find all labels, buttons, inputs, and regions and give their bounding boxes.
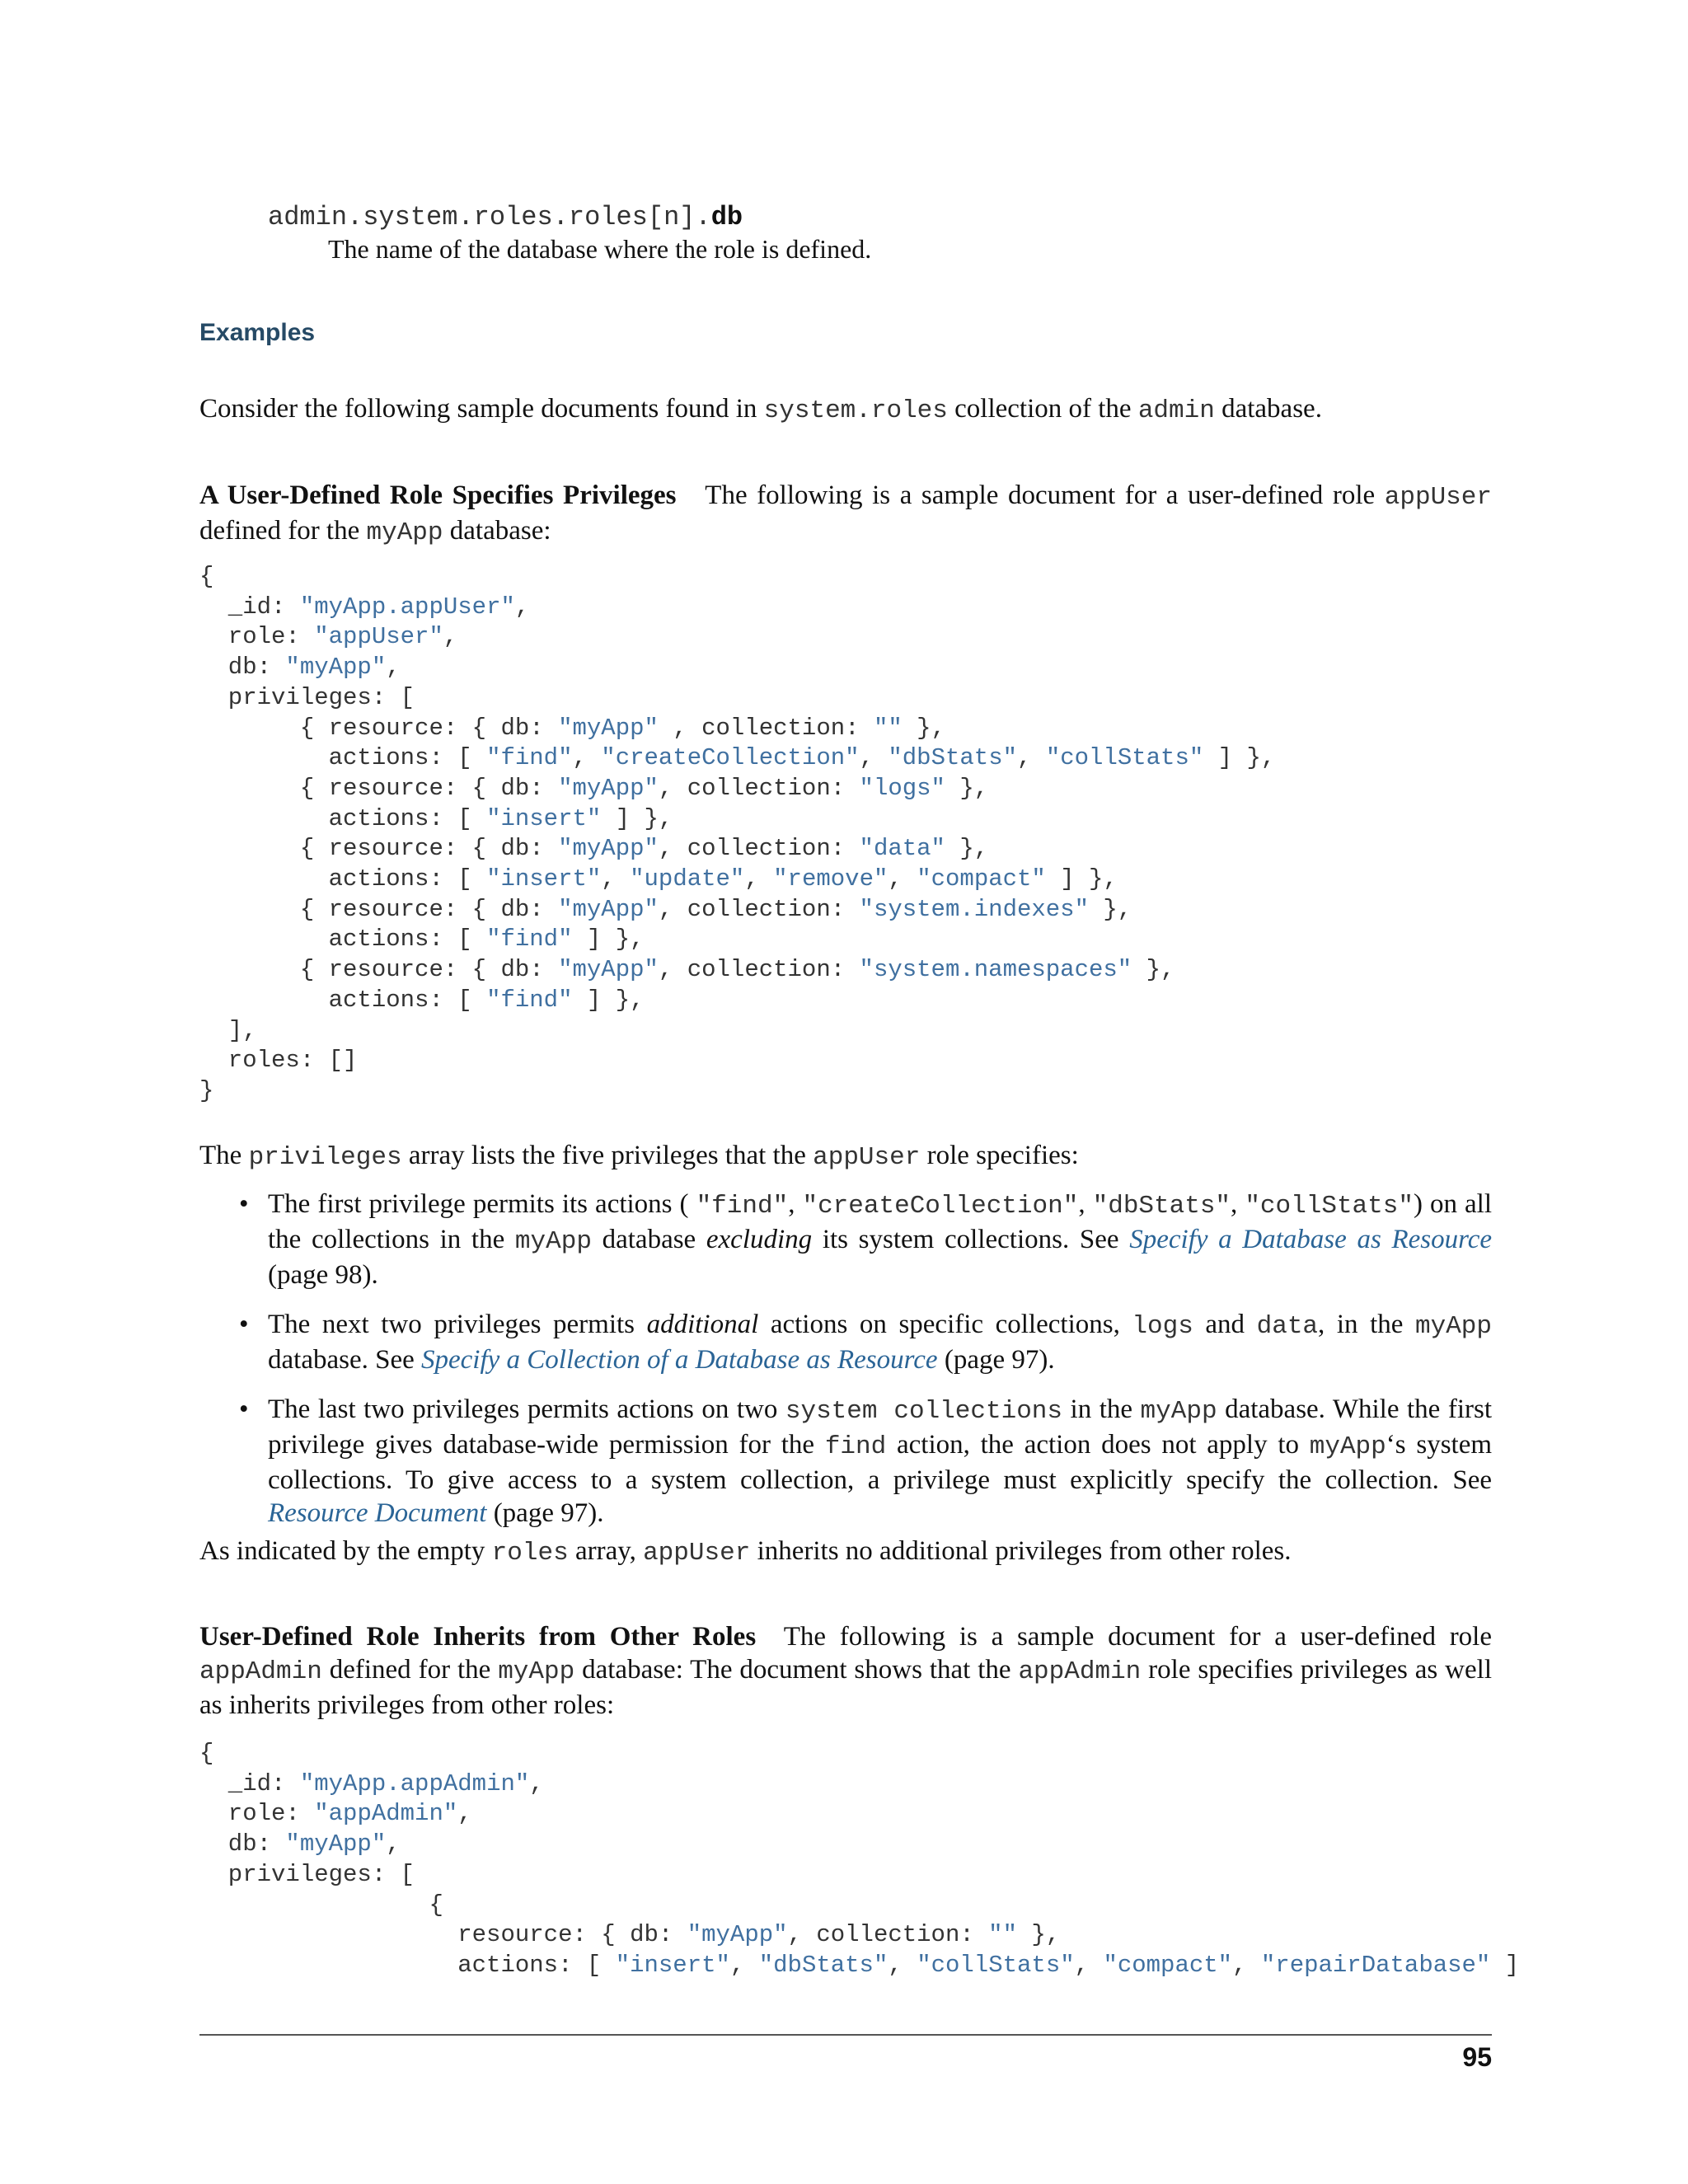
list-item-text: action, the action does not apply to — [886, 1430, 1310, 1460]
inline-code: data — [1256, 1312, 1319, 1341]
privileges-intro-paragraph — [199, 1139, 1492, 1174]
emphasis-text: excluding — [706, 1225, 813, 1254]
code-string: "dbStats" — [758, 1951, 889, 1979]
section2-title: User-Defined Role Inherits from Other Roles — [199, 1622, 757, 1652]
code-token: ] }, — [572, 926, 645, 954]
inline-code: myApp — [1414, 1312, 1492, 1341]
paragraph-text: inherits no additional privileges from other roles. — [750, 1536, 1292, 1566]
code-line — [199, 744, 1275, 771]
inline-code: privileges — [248, 1143, 402, 1172]
intro-text: Consider the following sample documents found in — [199, 394, 764, 424]
code-token: , — [729, 1951, 759, 1979]
code-string: "myApp" — [285, 654, 387, 682]
code-token: , — [443, 623, 458, 651]
code-string: "myApp" — [558, 956, 659, 984]
code-line — [199, 1952, 1519, 1979]
code-token: }, — [1132, 956, 1175, 984]
list-item — [239, 1188, 1492, 1291]
code-token: db: — [199, 654, 286, 682]
code-token: , — [1074, 1951, 1104, 1979]
section1-text: defined for the — [199, 516, 367, 546]
code-token: { resource: { db: — [199, 714, 559, 742]
code-token: resource: { db: — [199, 1921, 687, 1949]
code-token: , — [601, 865, 631, 893]
list-item-text: The next two privileges permits — [268, 1310, 647, 1339]
list-item-text: , — [1078, 1189, 1093, 1219]
code-string: "repairDatabase" — [1260, 1951, 1491, 1979]
inline-code: "collStats" — [1245, 1192, 1414, 1221]
code-line — [199, 1800, 472, 1827]
code-token: privileges: [ — [199, 1860, 415, 1888]
code-line — [199, 865, 1118, 893]
code-token: , collection: — [658, 895, 860, 923]
code-string: "myApp" — [558, 895, 659, 923]
section2-text: role specifies privileges as well as inherits privileges from other roles: — [199, 1655, 1492, 1720]
code-token: , — [1017, 744, 1046, 772]
field-definition-term — [268, 202, 743, 232]
bullet-icon: • — [239, 1189, 249, 1219]
code-token: }, — [945, 835, 989, 863]
list-item-text: , in the — [1318, 1310, 1415, 1339]
inline-code: myApp — [514, 1227, 592, 1256]
list-item-text: ) on all the collections in the — [268, 1189, 1492, 1254]
code-string: "myApp.appUser" — [299, 593, 515, 621]
code-token: { resource: { db: — [199, 835, 559, 863]
code-token: roles: [] — [199, 1047, 358, 1075]
code-token: ] }, — [572, 986, 645, 1014]
code-line — [199, 1861, 415, 1888]
section1-text: database: — [443, 516, 551, 546]
code-line — [199, 956, 1175, 983]
inline-code: myApp — [1140, 1397, 1217, 1426]
bullet-icon: • — [239, 1310, 249, 1339]
code-string: "collStats" — [1045, 744, 1204, 772]
section1-paragraph — [199, 479, 1492, 550]
code-token: , collection: — [658, 956, 860, 984]
code-token: actions: [ — [199, 804, 487, 832]
code-token: , — [386, 654, 401, 682]
code-token: ] — [1490, 1951, 1520, 1979]
inline-code: myApp — [366, 518, 443, 547]
code-token: ] }, — [1203, 744, 1276, 772]
code-line — [199, 684, 415, 711]
inline-code: appUser — [1384, 483, 1492, 512]
code-token: { — [199, 1891, 443, 1919]
code-token: actions: [ — [199, 926, 487, 954]
section1-text: The following is a sample document for a user-defined role — [705, 480, 1385, 510]
list-item — [239, 1308, 1492, 1376]
section2-text: defined for the — [321, 1655, 499, 1685]
code-line — [199, 926, 645, 953]
code-string: "myApp.appAdmin" — [299, 1769, 530, 1797]
code-token: }, — [1089, 895, 1132, 923]
code-string: "appUser" — [314, 623, 443, 651]
list-item-text: , — [788, 1189, 803, 1219]
code-token: ] }, — [601, 804, 673, 832]
inline-code: system.roles — [763, 396, 948, 425]
code-string: "collStats" — [917, 1951, 1075, 1979]
list-item-text: (page 98). — [268, 1260, 378, 1290]
code-string: "update" — [630, 865, 745, 893]
inline-code: "dbStats" — [1092, 1192, 1231, 1221]
paragraph-text: The — [199, 1141, 249, 1170]
code-token: actions: [ — [199, 744, 487, 772]
field-definition-description: The name of the database where the role is defined. — [328, 234, 872, 264]
code-string: "find" — [486, 986, 573, 1014]
inline-code: logs — [1132, 1312, 1193, 1341]
page-number: 95 — [1462, 2042, 1492, 2072]
emphasis-text: additional — [646, 1310, 759, 1339]
cross-reference-link[interactable]: Resource Document — [268, 1498, 487, 1528]
code-string: "myApp" — [558, 835, 659, 863]
code-string: "insert" — [486, 865, 602, 893]
code-line — [199, 805, 673, 832]
list-item-text: its system collections. See — [812, 1225, 1130, 1254]
section2-text: database: The document shows that the — [574, 1655, 1019, 1685]
intro-text: database. — [1214, 394, 1322, 424]
code-line — [199, 987, 645, 1014]
list-item-text: database — [591, 1225, 706, 1254]
code-token: }, — [902, 714, 945, 742]
code-string: "logs" — [859, 774, 945, 802]
code-token: , collection: — [787, 1921, 989, 1949]
field-name: db — [710, 202, 743, 232]
code-string: "find" — [486, 744, 573, 772]
code-string: "system.namespaces" — [859, 956, 1132, 984]
inline-code: roles — [491, 1539, 569, 1568]
code-line — [199, 775, 988, 802]
code-block-app-user — [199, 562, 1275, 1107]
code-string: "myApp" — [285, 1830, 387, 1858]
code-string: "myApp" — [558, 714, 659, 742]
inline-code: find — [824, 1432, 887, 1461]
list-item-text: database. While the first privilege gives database-wide permission for the — [268, 1394, 1492, 1460]
list-item-text: (page 97). — [486, 1498, 604, 1528]
section1-title: A User-Defined Role Specifies Privileges — [199, 480, 677, 510]
inline-code: appAdmin — [1018, 1657, 1142, 1686]
code-line — [199, 1047, 357, 1074]
list-item-text: The first privilege permits its actions ( — [268, 1189, 696, 1219]
code-token: ], — [199, 1016, 257, 1044]
inline-code: myApp — [498, 1657, 575, 1686]
list-item-text: , — [1231, 1189, 1245, 1219]
code-token: { resource: { db: — [199, 956, 559, 984]
section2-paragraph — [199, 1620, 1492, 1722]
list-item-text: database. See — [268, 1345, 421, 1375]
code-string: "" — [988, 1921, 1017, 1949]
field-path: admin.system.roles.roles[n]. — [268, 202, 711, 232]
code-token: , — [1232, 1951, 1261, 1979]
footer-rule — [199, 2034, 1492, 2036]
code-string: "find" — [486, 926, 573, 954]
inline-code: appUser — [813, 1143, 921, 1172]
list-item-text: (page 97). — [937, 1345, 1055, 1375]
code-line — [199, 1770, 544, 1797]
code-line — [199, 835, 988, 862]
code-token: , — [386, 1830, 401, 1858]
paragraph-text: role specifies: — [920, 1141, 1079, 1170]
code-token: actions: [ — [199, 865, 487, 893]
code-line — [199, 1891, 443, 1919]
code-line — [199, 623, 457, 650]
roles-note-paragraph — [199, 1535, 1492, 1570]
privileges-bullet-list — [239, 1188, 1492, 1546]
code-string: "insert" — [486, 804, 602, 832]
list-item-text: in the — [1062, 1394, 1141, 1424]
code-string: "remove" — [773, 865, 889, 893]
code-string: "" — [873, 714, 903, 742]
code-string: "myApp" — [687, 1921, 788, 1949]
list-item-text: actions on specific collections, — [758, 1310, 1132, 1339]
code-token: , collection: — [658, 714, 874, 742]
code-line — [199, 1830, 401, 1858]
inline-code: "createCollection" — [802, 1192, 1079, 1221]
code-token: _id: — [199, 1769, 300, 1797]
inline-code: system collections — [785, 1397, 1062, 1426]
code-token: actions: [ — [199, 1951, 616, 1979]
code-token: , — [514, 593, 530, 621]
code-block-app-admin — [199, 1739, 1519, 1981]
inline-code: appUser — [643, 1539, 751, 1568]
code-token: }, — [945, 774, 989, 802]
code-string: "appAdmin" — [314, 1800, 458, 1828]
code-string: "insert" — [615, 1951, 730, 1979]
inline-code: "find" — [696, 1192, 789, 1221]
code-token: }, — [1016, 1921, 1061, 1949]
paragraph-text: array, — [568, 1536, 644, 1566]
code-line — [199, 1740, 213, 1767]
code-string: "createCollection" — [601, 744, 860, 772]
code-line — [199, 715, 945, 742]
cross-reference-link[interactable]: Specify a Database as Resource — [1129, 1225, 1493, 1254]
bullet-icon: • — [239, 1394, 249, 1424]
code-token: , — [572, 744, 602, 772]
paragraph-text: As indicated by the empty — [199, 1536, 492, 1566]
inline-code: appAdmin — [199, 1657, 322, 1686]
code-token: { — [199, 1740, 214, 1767]
code-token: db: — [199, 1830, 286, 1858]
code-line — [199, 654, 401, 681]
code-token: , — [859, 744, 889, 772]
code-string: "data" — [859, 835, 945, 863]
inline-code: myApp — [1309, 1432, 1386, 1461]
code-string: "myApp" — [558, 774, 659, 802]
paragraph-text: array lists the five privileges that the — [401, 1141, 814, 1170]
code-token: privileges: [ — [199, 683, 415, 711]
code-string: "dbStats" — [888, 744, 1018, 772]
code-token: { resource: { db: — [199, 895, 559, 923]
code-token: , collection: — [658, 835, 860, 863]
code-token: , — [457, 1800, 472, 1828]
code-token: { — [199, 563, 214, 590]
code-token: , collection: — [658, 774, 860, 802]
code-line — [199, 896, 1132, 923]
code-token: , — [888, 1951, 917, 1979]
intro-text: collection of the — [947, 394, 1138, 424]
code-token: , — [744, 865, 774, 893]
code-token: } — [199, 1076, 214, 1104]
section2-text: The following is a sample document for a user-defined role — [783, 1622, 1492, 1652]
code-token: role: — [199, 623, 315, 651]
intro-paragraph — [199, 392, 1492, 428]
examples-heading: Examples — [199, 319, 316, 346]
code-string: "system.indexes" — [859, 895, 1089, 923]
code-token: , — [888, 865, 917, 893]
code-line — [199, 593, 529, 621]
inline-code: admin — [1137, 396, 1215, 425]
code-line — [199, 1017, 257, 1044]
code-string: "compact" — [917, 865, 1046, 893]
code-token: { resource: { db: — [199, 774, 559, 802]
code-token: , — [529, 1769, 544, 1797]
code-line — [199, 563, 213, 590]
code-line — [199, 1921, 1060, 1948]
code-token: role: — [199, 1800, 315, 1828]
list-item-text: and — [1193, 1310, 1257, 1339]
code-token: actions: [ — [199, 986, 487, 1014]
list-item-text: ‘s system collections. To give access to a system collection, a privilege must explicitly specify the collection. See — [268, 1430, 1493, 1495]
list-item-text: The last two privileges permits actions on two — [268, 1394, 785, 1424]
code-string: "compact" — [1103, 1951, 1233, 1979]
code-token: _id: — [199, 593, 300, 621]
list-item — [239, 1393, 1492, 1530]
cross-reference-link[interactable]: Specify a Collection of a Database as Resource — [421, 1345, 938, 1375]
code-line — [199, 1077, 213, 1104]
code-token: ] }, — [1045, 865, 1118, 893]
